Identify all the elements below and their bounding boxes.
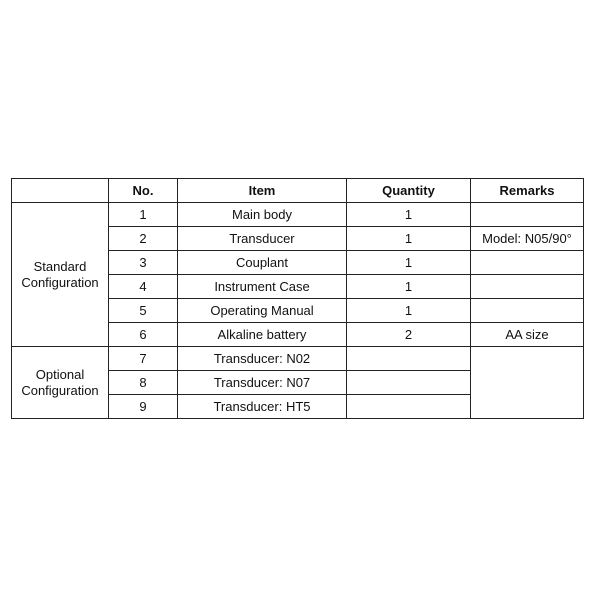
header-item: Item — [178, 179, 347, 203]
table-row — [12, 203, 584, 227]
cell-item: Transducer: HT5 — [178, 395, 347, 419]
cell-no: 1 — [109, 203, 178, 227]
group-label-line: Standard — [33, 258, 87, 274]
cell-quantity — [347, 371, 471, 395]
cell-no: 9 — [109, 395, 178, 419]
cell-remarks: Model: N05/90° — [471, 227, 584, 251]
table-row — [12, 347, 584, 371]
cell-no: 6 — [109, 323, 178, 347]
header-remarks: Remarks — [471, 179, 584, 203]
cell-quantity: 1 — [347, 227, 471, 251]
cell-item: Transducer: N02 — [178, 347, 347, 371]
cell-item: Main body — [178, 203, 347, 227]
header-row — [12, 179, 584, 203]
header-group — [12, 179, 109, 203]
cell-quantity: 1 — [347, 203, 471, 227]
cell-no: 8 — [109, 371, 178, 395]
cell-quantity: 2 — [347, 323, 471, 347]
cell-quantity: 1 — [347, 275, 471, 299]
cell-item: Transducer — [178, 227, 347, 251]
group-label-line: Configuration — [21, 274, 99, 290]
cell-quantity — [347, 347, 471, 371]
cell-item: Operating Manual — [178, 299, 347, 323]
configuration-table — [11, 178, 584, 419]
cell-quantity — [347, 395, 471, 419]
cell-remarks — [471, 299, 584, 323]
cell-remarks: AA size — [471, 323, 584, 347]
group-label-standard — [12, 203, 109, 347]
cell-item: Couplant — [178, 251, 347, 275]
cell-item: Transducer: N07 — [178, 371, 347, 395]
cell-no: 5 — [109, 299, 178, 323]
cell-quantity: 1 — [347, 251, 471, 275]
cell-quantity: 1 — [347, 299, 471, 323]
cell-no: 2 — [109, 227, 178, 251]
group-label-line: Configuration — [21, 382, 99, 398]
cell-no: 7 — [109, 347, 178, 371]
cell-remarks — [471, 347, 584, 419]
cell-item: Alkaline battery — [178, 323, 347, 347]
cell-remarks — [471, 275, 584, 299]
cell-remarks — [471, 251, 584, 275]
cell-item: Instrument Case — [178, 275, 347, 299]
group-label-optional — [12, 347, 109, 419]
cell-remarks — [471, 203, 584, 227]
cell-no: 3 — [109, 251, 178, 275]
header-quantity: Quantity — [347, 179, 471, 203]
group-label-line: Optional — [35, 366, 85, 382]
cell-no: 4 — [109, 275, 178, 299]
header-no: No. — [109, 179, 178, 203]
